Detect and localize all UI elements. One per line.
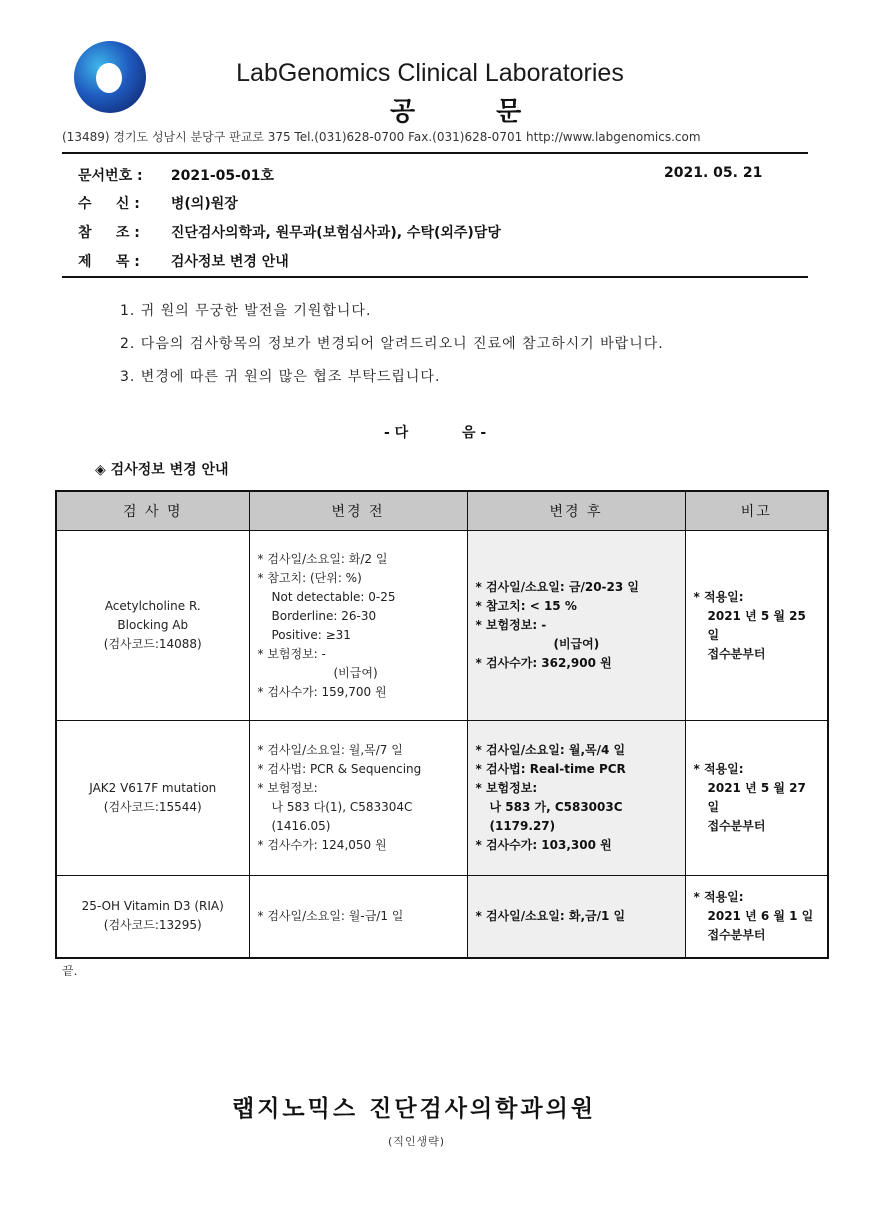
before-line: * 보험정보: (257, 781, 318, 795)
test-name-line: Blocking Ab (117, 618, 189, 632)
daum-heading (384, 422, 486, 442)
note-line: 접수분부터 (707, 819, 766, 833)
recipient-label: 수 신 : (78, 196, 140, 212)
before-line: * 검사일/소요일: 화/2 일 (257, 551, 388, 566)
after-line: * 보험정보: - (475, 618, 547, 632)
before-line: * 보험정보: - (257, 646, 326, 661)
doc-number: 2021-05-01호 (170, 168, 274, 184)
daum-right: 음 - (461, 425, 487, 441)
after-cell (467, 531, 685, 721)
before-line: Borderline: 26-30 (271, 608, 377, 623)
after-line: * 참고치: < 15 % (475, 599, 577, 613)
body-line-2: 2. 다음의 검사항목의 정보가 변경되어 알려드리오니 진료에 참고하시기 바랍니다. (120, 336, 664, 352)
after-cell (467, 876, 685, 958)
test-name-cell (56, 876, 249, 958)
doc-date: 2021. 05. 21 (664, 165, 763, 181)
before-cell (249, 531, 467, 721)
note-line: * 적용일: (693, 762, 744, 776)
after-line: (1179.27) (489, 819, 556, 833)
before-line: * 검사법: PCR & Sequencing (257, 762, 422, 776)
test-code: (검사코드:13295) (103, 918, 202, 933)
document-type: 공 문 (390, 97, 558, 127)
table-header-row (56, 491, 828, 531)
change-table (55, 490, 829, 959)
header-rule-top (62, 152, 808, 154)
test-name-cell (56, 531, 249, 721)
note-cell (685, 531, 828, 721)
subject-label: 제 목 : (78, 254, 140, 270)
before-line: * 검사일/소요일: 월,목/7 일 (257, 743, 403, 757)
recipient-row (78, 193, 238, 213)
note-cell (685, 721, 828, 876)
after-line: * 보험정보: (475, 781, 538, 795)
after-cell (467, 721, 685, 876)
col-header-before: 변경 전 (249, 491, 467, 531)
test-name-line: Acetylcholine R. (104, 599, 201, 613)
col-header-after: 변경 후 (467, 491, 685, 531)
company-logo-icon (73, 40, 147, 114)
before-line: 나 583 다(1), C583304C (271, 800, 413, 814)
before-line: (비급여) (333, 665, 378, 680)
note-line: 접수분부터 (707, 927, 766, 942)
section-title: ◈ 검사정보 변경 안내 (95, 462, 229, 478)
after-line: * 검사수가: 362,900 원 (475, 656, 612, 670)
doc-number-label: 문서번호 : (78, 168, 143, 184)
header-rule-bottom (62, 276, 808, 278)
test-name-line: 25-OH Vitamin D3 (RIA) (81, 899, 224, 914)
after-line: (비급여) (553, 637, 600, 651)
note-cell (685, 876, 828, 958)
doc-number-row (78, 165, 274, 185)
company-address: (13489) 경기도 성남시 분당구 판교로 375 Tel.(031)628-0700 Fax.(031)628-0701 http://www.labgenomics.com (62, 130, 701, 144)
daum-left: - 다 (384, 425, 409, 441)
company-name: LabGenomics Clinical Laboratories (236, 59, 624, 87)
before-cell (249, 721, 467, 876)
test-name-cell (56, 721, 249, 876)
col-header-note: 비고 (685, 491, 828, 531)
before-line: Not detectable: 0-25 (271, 589, 396, 604)
seal-omitted-note: (직인생략) (388, 1135, 446, 1148)
reference-label: 참 조 : (78, 225, 140, 241)
after-line: * 검사일/소요일: 화,금/1 일 (475, 908, 626, 923)
end-mark: 끝. (62, 964, 78, 978)
after-line: * 검사일/소요일: 금/20-23 일 (475, 580, 639, 594)
note-line: 2021 년 6 월 1 일 (707, 908, 814, 923)
test-code: (검사코드:15544) (103, 800, 202, 814)
note-line: 2021 년 5 월 27 일 (707, 781, 806, 814)
col-header-test-name: 검 사 명 (56, 491, 249, 531)
before-line: * 검사수가: 159,700 원 (257, 684, 387, 699)
note-line: 접수분부터 (707, 646, 766, 661)
table-row (56, 876, 828, 958)
note-line: 2021 년 5 월 25 일 (707, 608, 806, 642)
after-line: * 검사법: Real-time PCR (475, 762, 626, 776)
signer-name: 랩지노믹스 진단검사의학과의원 (232, 1096, 597, 1122)
reference-row (78, 222, 501, 242)
before-line: (1416.05) (271, 819, 331, 833)
table-row (56, 531, 828, 721)
test-code: (검사코드:14088) (103, 637, 202, 651)
before-line: Positive: ≥31 (271, 627, 351, 642)
note-line: * 적용일: (693, 589, 744, 604)
after-line: * 검사일/소요일: 월,목/4 일 (475, 743, 626, 757)
table-row (56, 721, 828, 876)
before-cell (249, 876, 467, 958)
subject: 검사정보 변경 안내 (170, 254, 289, 270)
body-line-1: 1. 귀 원의 무궁한 발전을 기원합니다. (120, 303, 372, 319)
before-line: * 검사수가: 124,050 원 (257, 838, 387, 852)
before-line: * 검사일/소요일: 월-금/1 일 (257, 908, 404, 923)
before-line: * 참고치: (단위: %) (257, 570, 362, 585)
reference: 진단검사의학과, 원무과(보험심사과), 수탁(외주)담당 (170, 225, 501, 241)
subject-row (78, 251, 289, 271)
test-name-line: JAK2 V617F mutation (89, 781, 217, 795)
recipient: 병(의)원장 (170, 196, 238, 212)
note-line: * 적용일: (693, 889, 744, 904)
after-line: 나 583 가, C583003C (489, 800, 623, 814)
after-line: * 검사수가: 103,300 원 (475, 838, 612, 852)
body-line-3: 3. 변경에 따른 귀 원의 많은 협조 부탁드립니다. (120, 369, 441, 385)
